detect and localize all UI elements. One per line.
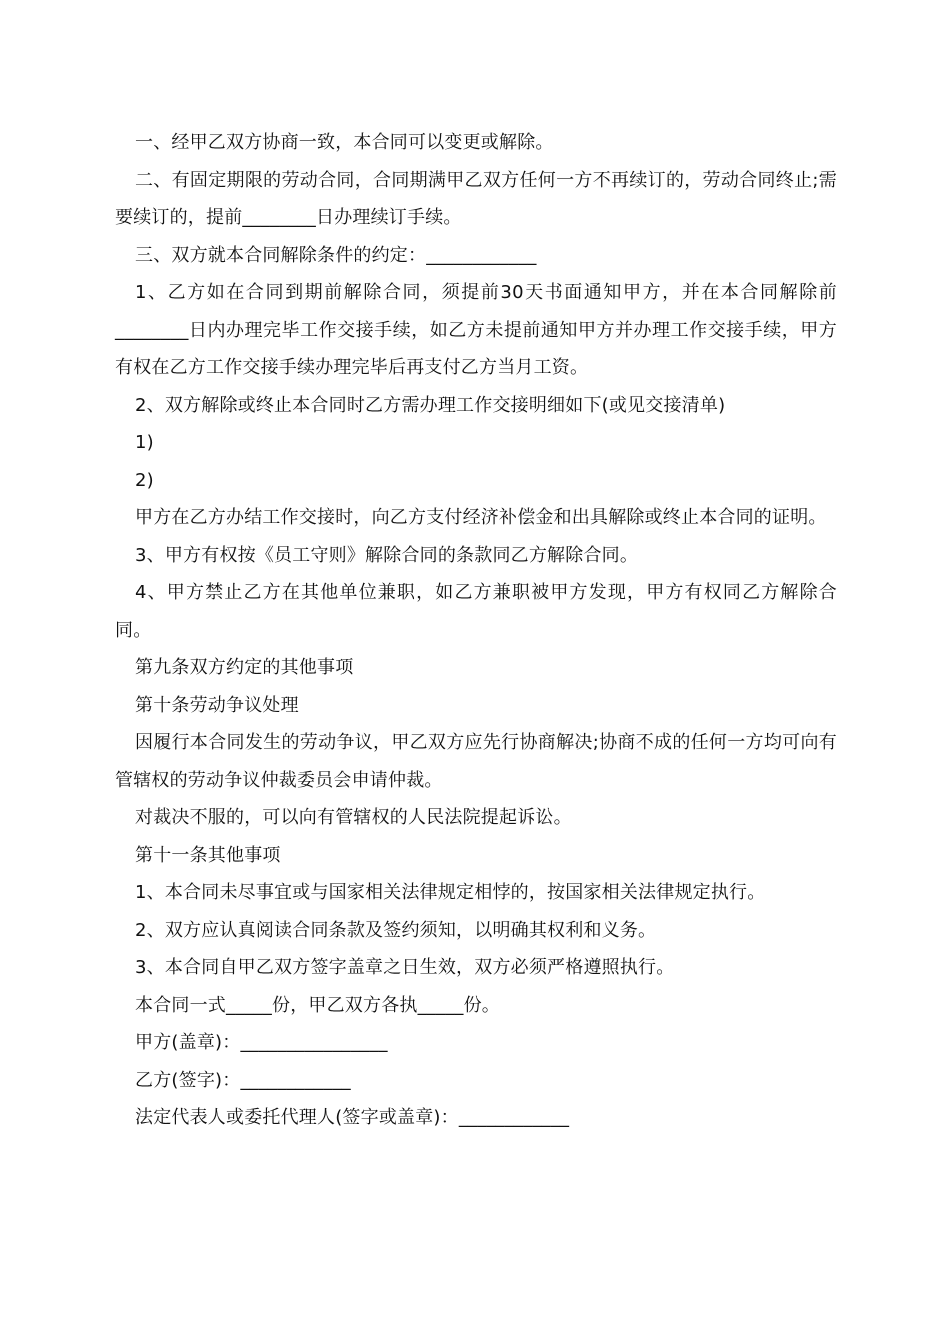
legal-representative-line: 法定代表人或委托代理人(签字或盖章)：____________: [135, 1107, 570, 1128]
clause-employee-handbook: 3、甲方有权按《员工守则》解除合同的条款同乙方解除合同。: [135, 544, 639, 566]
article-9-heading: 第九条双方约定的其他事项: [135, 657, 354, 678]
party-b-sign-line: 乙方(签字)：____________: [135, 1069, 351, 1091]
handover-item-2: 2): [135, 469, 154, 491]
clause-fixed-term-renewal: 二、有固定期限的劳动合同，合同期满甲乙双方任何一方不再续订的，劳动合同终止;需要续订的，提前________日办理续订手续。: [115, 169, 837, 228]
copies-line: 本合同一式_____份，甲乙双方各执_____份。: [135, 994, 500, 1016]
clause-dispute-arbitration: 因履行本合同发生的劳动争议，甲乙双方应先行协商解决;协商不成的任何一方均可向有管辖权的劳动争议仲裁委员会申请仲裁。: [115, 732, 837, 791]
party-a-seal-line: 甲方(盖章)：________________: [135, 1032, 388, 1053]
clause-other-1: 1、本合同未尽事宜或与国家相关法律规定相悖的，按国家相关法律规定执行。: [135, 882, 766, 903]
clause-other-3: 3、本合同自甲乙双方签字盖章之日生效，双方必须严格遵照执行。: [135, 957, 675, 978]
clause-early-termination-notice: 1、乙方如在合同到期前解除合同，须提前30天书面通知甲方，并在本合同解除前________日内办理完毕工作交接手续，如乙方未提前通知甲方并办理工作交接手续，甲方有权在乙方工作交接手续办理完毕后再支付乙方当月工资。: [115, 282, 837, 378]
document-body: [115, 124, 837, 1137]
handover-item-1: 1): [135, 432, 154, 453]
clause-compensation: 甲方在乙方办结工作交接时，向乙方支付经济补偿金和出具解除或终止本合同的证明。: [135, 507, 827, 528]
clause-termination-conditions: 三、双方就本合同解除条件的约定：____________: [135, 244, 537, 266]
clause-other-2: 2、双方应认真阅读合同条款及签约须知，以明确其权利和义务。: [135, 919, 657, 941]
clause-change-or-terminate: 一、经甲乙双方协商一致，本合同可以变更或解除。: [135, 132, 554, 153]
clause-handover-details: 2、双方解除或终止本合同时乙方需办理工作交接明细如下(或见交接清单): [135, 394, 726, 416]
clause-no-part-time: 4、甲方禁止乙方在其他单位兼职，如乙方兼职被甲方发现，甲方有权同乙方解除合同。: [115, 582, 837, 641]
clause-litigation: 对裁决不服的，可以向有管辖权的人民法院提起诉讼。: [135, 807, 572, 828]
article-11-heading: 第十一条其他事项: [135, 844, 281, 866]
article-10-heading: 第十条劳动争议处理: [135, 694, 299, 716]
